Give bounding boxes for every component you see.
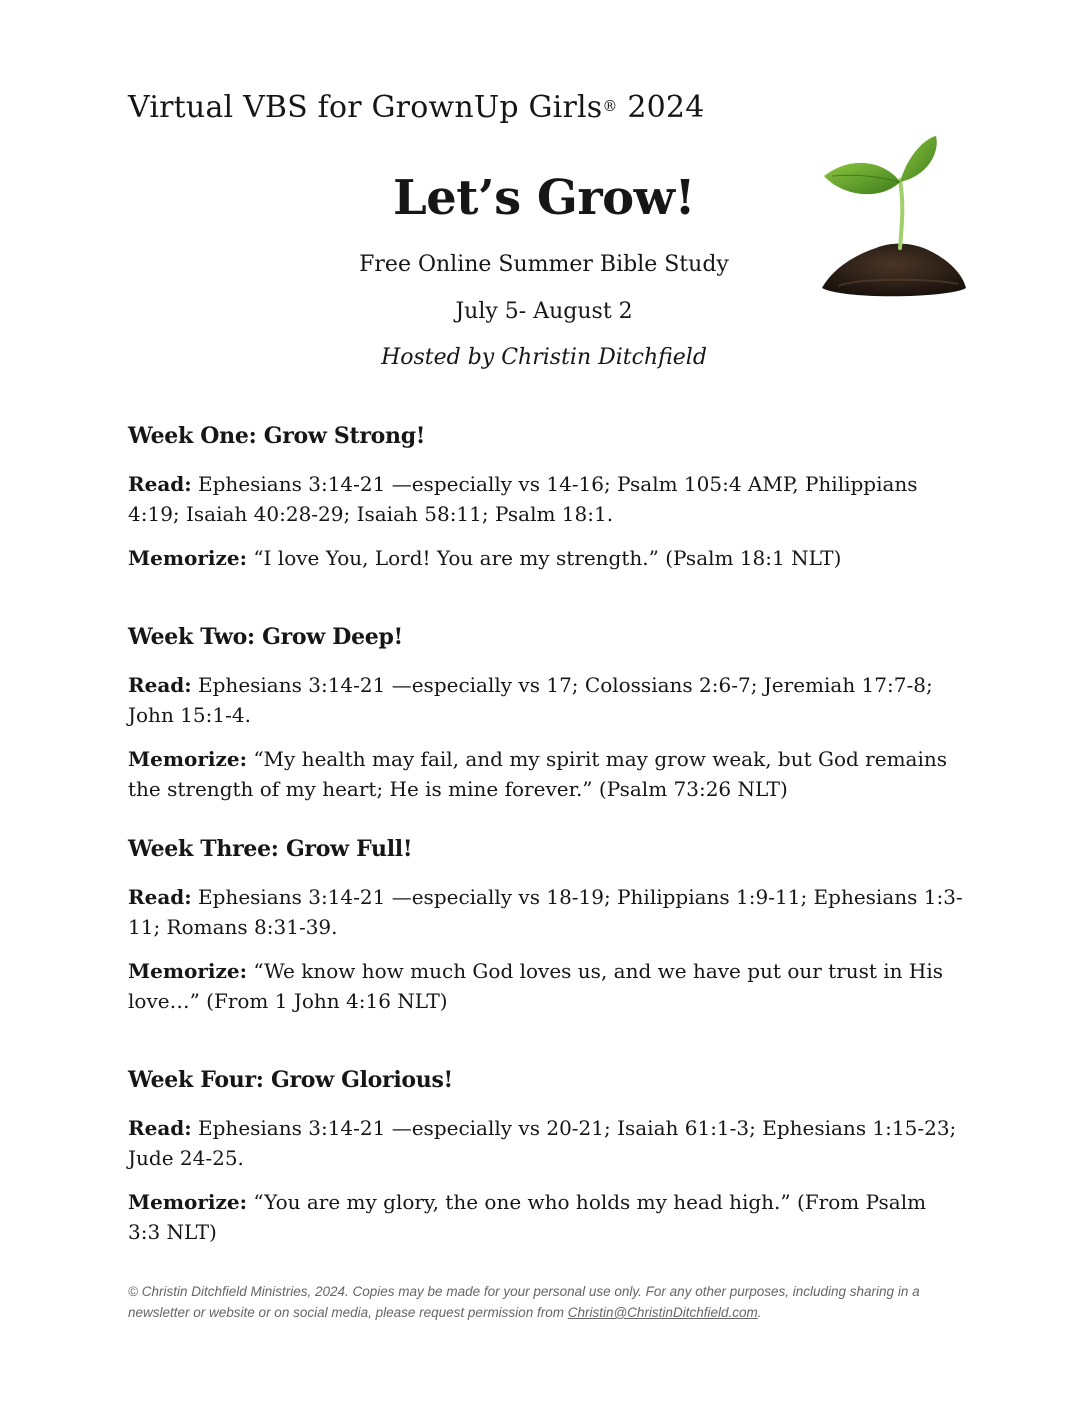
memorize-text: “We know how much God loves us, and we have put our trust in His love…” (From 1 John 4:16 NLT): [128, 959, 944, 1013]
read-text: Ephesians 3:14-21 —especially vs 20-21; Isaiah 61:1-3; Ephesians 1:15-23; Jude 24-25.: [128, 1116, 957, 1170]
week-heading: Week Two: Grow Deep!: [128, 624, 403, 650]
week-one-section: [128, 423, 964, 587]
week-heading: Week One: Grow Strong!: [128, 423, 426, 449]
memorize-line: [128, 1187, 964, 1247]
read-line: [128, 469, 964, 529]
read-line: [128, 670, 964, 730]
memorize-text: “You are my glory, the one who holds my head high.” (From Psalm 3:3 NLT): [128, 1190, 927, 1244]
program-title: [128, 90, 705, 125]
read-line: [128, 882, 964, 942]
study-dates: July 5- August 2: [455, 299, 633, 324]
week-three-section: [128, 836, 964, 1030]
contact-email-link[interactable]: Christin@ChristinDitchfield.com: [567, 1305, 758, 1320]
program-year: 2024: [627, 90, 705, 125]
registered-mark: ®: [602, 97, 618, 115]
program-title-text: Virtual VBS for GrownUp Girls: [128, 90, 603, 125]
memorize-label: Memorize:: [128, 959, 247, 983]
read-label: Read:: [128, 885, 192, 909]
memorize-line: [128, 744, 964, 804]
main-title: Let’s Grow!: [392, 170, 696, 226]
memorize-line: [128, 543, 964, 573]
read-label: Read:: [128, 1116, 192, 1140]
read-text: Ephesians 3:14-21 —especially vs 18-19; Philippians 1:9-11; Ephesians 1:3-11; Romans 8:31-39.: [128, 885, 963, 939]
copyright-footer: [128, 1281, 968, 1323]
memorize-label: Memorize:: [128, 1190, 247, 1214]
week-two-section: [128, 624, 964, 818]
memorize-label: Memorize:: [128, 546, 247, 570]
week-heading: Week Four: Grow Glorious!: [128, 1067, 453, 1093]
memorize-label: Memorize:: [128, 747, 247, 771]
week-heading: Week Three: Grow Full!: [128, 836, 413, 862]
memorize-text: “My health may fail, and my spirit may grow weak, but God remains the strength of my heart; He is mine forever.” (Psalm 73:26 NLT): [128, 747, 947, 801]
copyright-text: © Christin Ditchfield Ministries, 2024. Copies may be made for your personal use only. For any other purposes, including sharing in a newsletter or website or on social media, please request permission from: [128, 1284, 920, 1320]
read-label: Read:: [128, 472, 192, 496]
read-text: Ephesians 3:14-21 —especially vs 17; Colossians 2:6-7; Jeremiah 17:7-8; John 15:1-4.: [128, 673, 933, 727]
read-line: [128, 1113, 964, 1173]
subtitle: Free Online Summer Bible Study: [359, 252, 729, 277]
read-label: Read:: [128, 673, 192, 697]
week-four-section: [128, 1067, 964, 1261]
copyright-end: .: [757, 1305, 762, 1320]
read-text: Ephesians 3:14-21 —especially vs 14-16; Psalm 105:4 AMP, Philippians 4:19; Isaiah 40:28-29; Isaiah 58:11; Psalm 18:1.: [128, 472, 918, 526]
memorize-text: “I love You, Lord! You are my strength.” (Psalm 18:1 NLT): [253, 546, 842, 570]
host-line: Hosted by Christin Ditchfield: [381, 345, 707, 370]
memorize-line: [128, 956, 964, 1016]
